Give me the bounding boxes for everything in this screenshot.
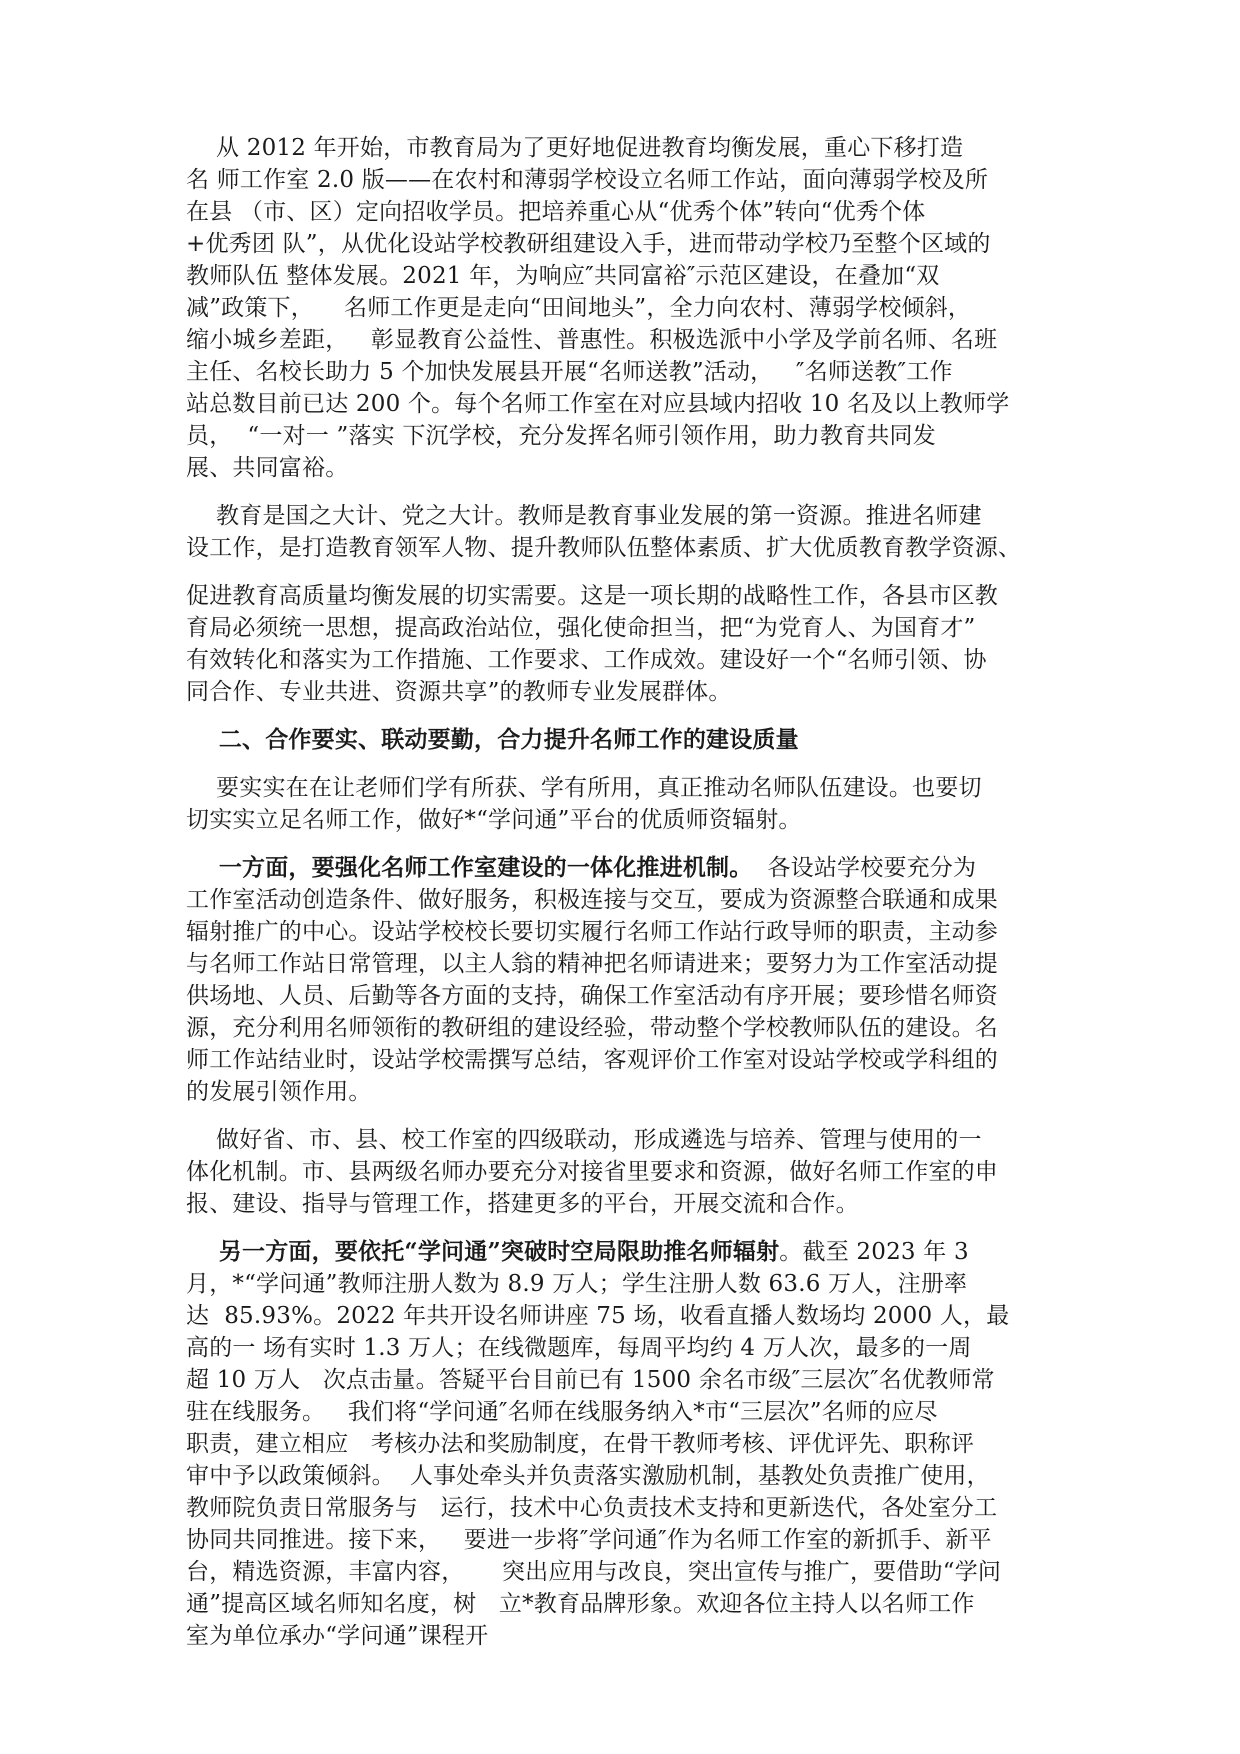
text-line: 主任、名校长助力 5 个加快发展县开展“名师送教”活动， ″名师送教″工作 xyxy=(186,359,953,385)
text-line: 育局必须统一思想，提高政治站位，强化使命担当，把“为党育人、为国育才” xyxy=(186,615,976,641)
text-line: 达 85.93%。2022 年共开设名师讲座 75 场，收看直播人数场均 2000 人，最 xyxy=(186,1303,1010,1329)
text-line: 同合作、专业共进、资源共享”的教师专业发展群体。 xyxy=(186,679,732,705)
text-line: 员， “一对一 ”落实 下沉学校，充分发挥名师引领作用，助力教育共同发 xyxy=(186,423,936,449)
text-line: 缩小城乡差距， 彰显教育公益性、普惠性。积极选派中小学及学前名师、名班 xyxy=(186,327,998,353)
text-line: 报、建设、指导与管理工作，搭建更多的平台，开展交流和合作。 xyxy=(186,1191,859,1217)
text-line: 月，*“学问通”教师注册人数为 8.9 万人；学生注册人数 63.6 万人，注册率 xyxy=(186,1271,968,1297)
text-line: 减”政策下， 名师工作更是走向“田间地头”，全力向农村、薄弱学校倾斜， xyxy=(186,295,972,321)
text-line: 站总数目前已达 200 个。每个名师工作室在对应县域内招收 10 名及以上教师学 xyxy=(186,391,1010,417)
text-line: +优秀团 队”，从优化设站学校教研组建设入手，进而带动学校乃至整个区域的 xyxy=(186,231,991,257)
text-line: 促进教育高质量均衡发展的切实需要。这是一项长期的战略性工作，各县市区教 xyxy=(186,583,998,609)
text-line: 台，精选资源，丰富内容， 突出应用与改良，突出宣传与推广，要借助“学问 xyxy=(186,1559,1002,1585)
text-line: 供场地、人员、后勤等各方面的支持，确保工作室活动有序开展；要珍惜名师资 xyxy=(186,983,998,1009)
lead-sentence: 一方面，要强化名师工作室建设的一体化推进机制。 xyxy=(186,854,753,881)
text-line: 教育是国之大计、党之大计。教师是教育事业发展的第一资源。推进名师建 xyxy=(186,503,982,529)
text-line: 室为单位承办“学问通”课程开 xyxy=(186,1623,489,1649)
text-line: 辐射推广的中心。设站学校校长要切实履行名师工作站行政导师的职责，主动参 xyxy=(186,919,998,945)
text-line: 超 10 万人 次点击量。答疑平台目前已有 1500 余名市级″三层次″名优教师常 xyxy=(186,1367,995,1393)
text-line: 师工作站结业时，设站学校需撰写总结，客观评价工作室对设站学校或学科组的 xyxy=(186,1047,998,1073)
text-line: 设工作，是打造教育领军人物、提升教师队伍整体素质、扩大优质教育教学资源、 xyxy=(186,535,1022,561)
text-line: 通”提高区域名师知名度，树 立*教育品牌形象。欢迎各位主持人以名师工作 xyxy=(186,1591,975,1617)
text-span: 各设站学校要充分为 xyxy=(752,855,977,881)
text-line: 体化机制。市、县两级名师办要充分对接省里要求和资源，做好名师工作室的申 xyxy=(186,1159,998,1185)
text-line: 与名师工作站日常管理，以主人翁的精神把名师请进来；要努力为工作室活动提 xyxy=(186,951,998,977)
text-line: 名 师工作室 2.0 版——在农村和薄弱学校设立名师工作站，面向薄弱学校及所 xyxy=(186,167,989,193)
text-line: 审中予以政策倾斜。 人事处牵头并负责落实激励机制，基教处负责推广使用， xyxy=(186,1463,990,1489)
text-line: 源，充分利用名师领衔的教研组的建设经验，带动整个学校教师队伍的建设。名 xyxy=(186,1015,998,1041)
text-line: 高的一 场有实时 1.3 万人；在线微题库，每周平均约 4 万人次，最多的一周 xyxy=(186,1335,972,1361)
text-line: 切实实立足名师工作，做好*“学问通”平台的优质师资辐射。 xyxy=(186,807,802,833)
section-heading: 二、合作要实、联动要勤，合力提升名师工作的建设质量 xyxy=(186,726,799,753)
lead-sentence: 另一方面，要依托“学问通”突破时空局限助推名师辐射 xyxy=(186,1238,780,1265)
text-line: 协同共同推进。接下来， 要进一步将″学问通″作为名师工作室的新抓手、新平 xyxy=(186,1527,992,1553)
text-line: 教师院负责日常服务与 运行，技术中心负责技术支持和更新迭代，各处室分工 xyxy=(186,1495,998,1521)
text-line: 在县 （市、区）定向招收学员。把培养重心从“优秀个体”转向“优秀个体 xyxy=(186,199,926,225)
text-line: 要实实在在让老师们学有所获、学有所用，真正推动名师队伍建设。也要切 xyxy=(186,775,982,801)
text-span: 。截至 2023 年 3 xyxy=(779,1239,969,1265)
text-line xyxy=(186,852,976,884)
text-line: 的发展引领作用。 xyxy=(186,1079,372,1105)
text-line: 有效转化和落实为工作措施、工作要求、工作成效。建设好一个“名师引领、协 xyxy=(186,647,987,673)
text-line: 工作室活动创造条件、做好服务，积极连接与交互，要成为资源整合联通和成果 xyxy=(186,887,998,913)
text-line xyxy=(186,1236,969,1268)
text-line: 做好省、市、县、校工作室的四级联动，形成遴选与培养、管理与使用的一 xyxy=(186,1127,982,1153)
text-line: 教师队伍 整体发展。2021 年，为响应″共同富裕″示范区建设，在叠加“双 xyxy=(186,263,940,289)
text-line: 展、共同富裕。 xyxy=(186,455,349,481)
text-line: 职责，建立相应 考核办法和奖励制度，在骨干教师考核、评优评先、职称评 xyxy=(186,1431,975,1457)
text-line: 从 2012 年开始，市教育局为了更好地促进教育均衡发展，重心下移打造 xyxy=(186,135,964,161)
text-line: 驻在线服务。 我们将“学问通″名师在线服务纳入*市“三层次”名师的应尽 xyxy=(186,1399,938,1425)
